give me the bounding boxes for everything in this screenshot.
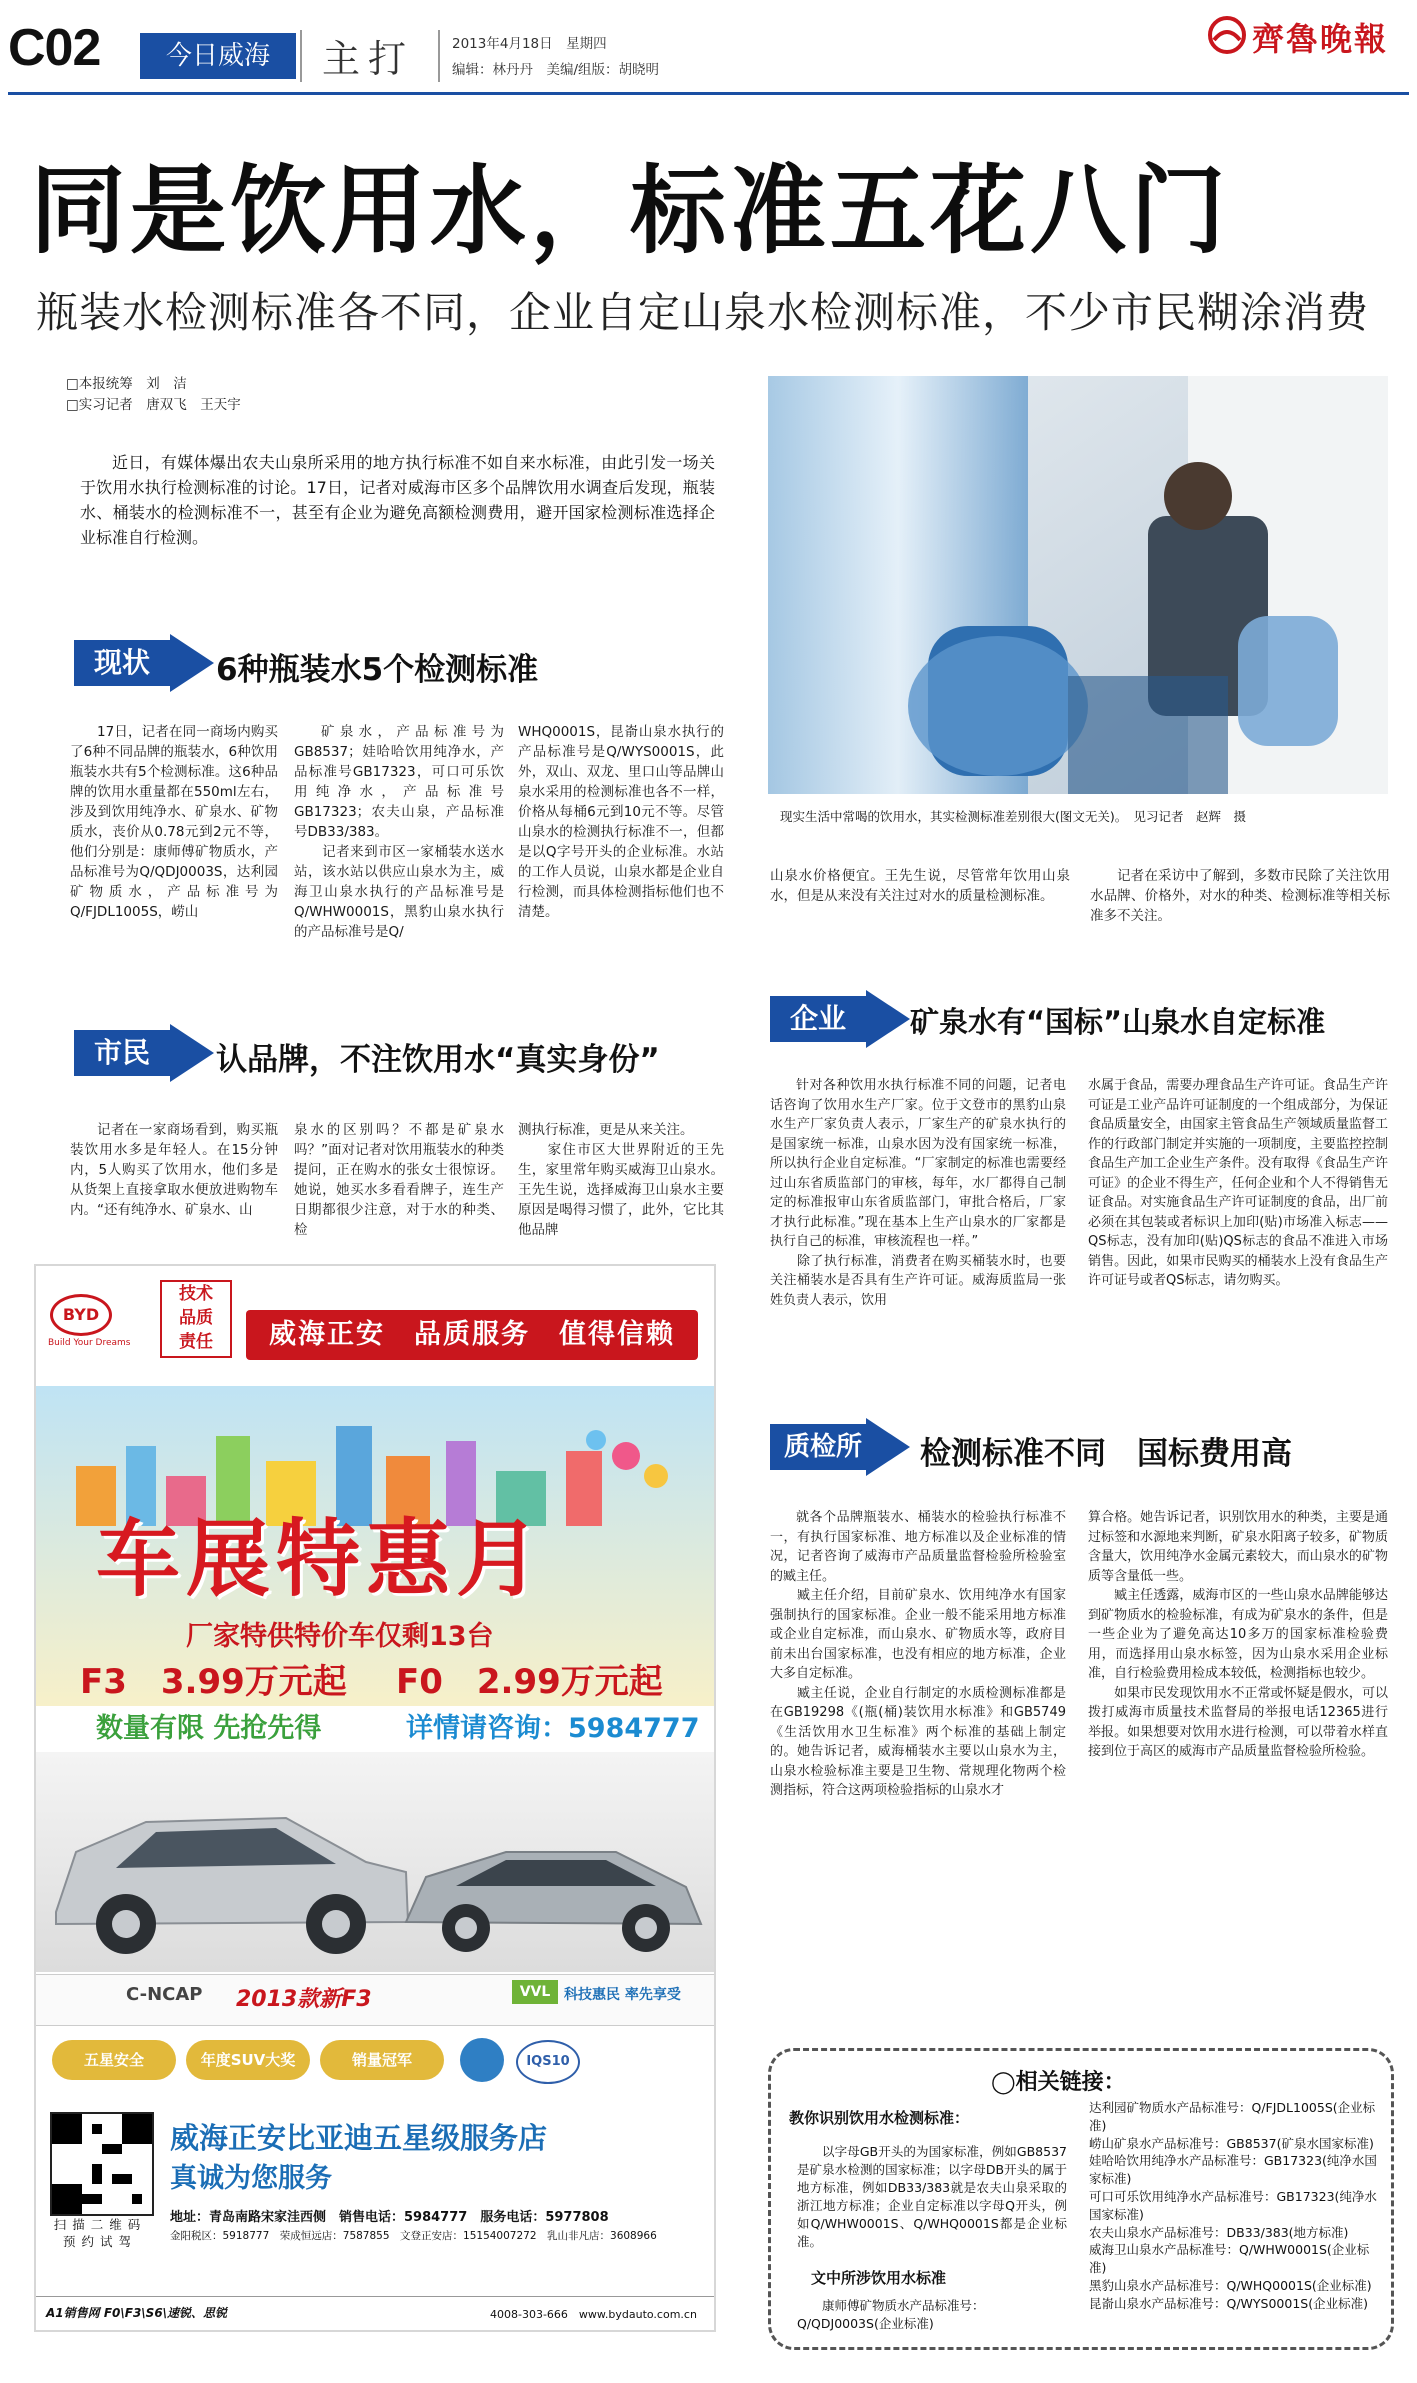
section-title: 矿泉水有“国标”山泉水自定标准 — [910, 1005, 1326, 1039]
section-heading-status — [74, 634, 714, 692]
qr-code-icon[interactable] — [50, 2112, 154, 2216]
s1-column-3: WHQ0001S，昆嵛山泉水执行的产品标准号是Q/WYS0001S，此外，双山、双龙、里口山等品牌山泉水采用的检测标准也各不一样，价格从每桶6元到10元不等。尽管山泉水的检测执行标准不一，但都是以Q字号开头的企业标准。水站的工作人员说，山泉水都是企业自行检测，而具体检测指标他们也不清楚。 — [518, 724, 724, 920]
water-bottles-photo-icon — [768, 376, 1388, 794]
news-photo — [768, 376, 1388, 794]
s2-column-3: 测执行标准，更是从来关注。 家住市区大世界附近的王先生，家里常年购买威海卫山泉水。王先生说，选择威海卫山泉水主要原因是喝得习惯了，此外，它比其他品牌 — [518, 1122, 724, 1238]
byd-logo-icon: BYD — [50, 1294, 112, 1336]
ad-limited: 数量有限 先抢先得 — [96, 1713, 322, 1744]
s2-column-2: 泉水的区别吗？不都是矿泉水吗？”面对记者对饮用瓶装水的种类提问，正在购水的张女士很惊讶。她说，她买水多看看牌子，连生产日期都很少注意，对于水的种类、检 — [294, 1122, 504, 1238]
links-left-text: 以字母GB开头的为国家标准，例如GB8537是矿泉水检测的国家标准；以字母DB开头的属于地方标准，例如DB33/383就是农夫山泉采取的浙江地方标准；企业自定标准以字母Q开头，例如Q/WHW0001S、Q/WHQ0001S都是企业标准。 — [797, 2144, 1067, 2249]
ad-footer-models: A1销售网 F0\F3\S6\速锐、思锐 — [46, 2306, 228, 2320]
ad-hotline: 详情请咨询：5984777 — [406, 1713, 700, 1744]
links-subtitle-1: 教你识别饮用水检测标准： — [789, 2109, 970, 2127]
award-badge-safety: 五星安全 — [52, 2040, 176, 2080]
ad-big-title: 车展特惠月 — [96, 1509, 547, 1608]
dealer-branches: 金阳税区：5918777 荣成恒远店：7587855 文登正安店：15154007272 乳山非凡店：3608966 — [170, 2230, 657, 2242]
dealer-name: 威海正安比亚迪五星级服务店 — [170, 2121, 548, 2155]
motto-stamp: 技术 品质 责任 — [160, 1280, 232, 1358]
section-heading-enterprise — [770, 990, 1390, 1048]
links-subtitle-2: 文中所涉饮用水标准 — [811, 2269, 947, 2287]
links-title: ◯相关链接： — [991, 2070, 1126, 2095]
s3-pre-right: 记者在采访中了解到，多数市民除了关注饮用水品牌、价格外，对水的种类、检测标准等相关标准多不关注。 — [1090, 868, 1390, 924]
section-tag-label: 企业 — [790, 1002, 847, 1035]
section-tag-label: 质检所 — [784, 1432, 863, 1462]
section-title: 检测标准不同 国标费用高 — [920, 1436, 1292, 1472]
byd-tagline: Build Your Dreams — [48, 1338, 131, 1348]
s3-pre-left: 山泉水价格便宜。王先生说，尽管常年饮用山泉水，但是从来没有关注过对水的质量检测标准。 — [770, 868, 1070, 904]
dealer-address: 地址：青岛南路宋家洼西侧 销售电话：5984777 服务电话：5977808 — [170, 2210, 609, 2225]
links-right-text: 达利园矿物质水产品标准号：Q/FJDL1005S(企业标准) 崂山矿泉水产品标准号：GB8537(矿泉水国家标准) 娃哈哈饮用纯净水产品标准号：GB17323(纯净水国家标准) 可口可乐饮用纯净水产品标准号：GB17323(纯净水国家标准) 农夫山泉水产品标准号：DB33/383(地方标准) 威海卫山泉水产品标准号：Q/WHW0001S(企业标准) 黑豹山泉水产品标准号：Q/WHQ0001S(企业标准) 昆嵛山泉水产品标准号：Q/WYS0001S(企业标准) — [1089, 2100, 1377, 2311]
s4-column-1: 就各个品牌瓶装水、桶装水的检验执行标准不一，有执行国家标准、地方标准以及企业标准的情况，记者咨询了威海市产品质量监督检验所检验室的臧主任。 臧主任介绍，目前矿泉水、饮用纯净水有国家强制执行的国家标准。企业一般不能采用地方标准或企业自定标准，而山泉水、矿物质水等，政府目前未出台国家标准，也没有相应的地方标准，企业大多自定标准。 臧主任说，企业自行制定的水质检测标准都是在GB19298《(瓶(桶)装饮用水标准》和GB5749《生活饮用水卫生标准》两个标准的基础上制定的。她告诉记者，威海桶装水主要以山泉水为主，山泉水检验标准主要是卫生物、常规理化物两个检测指标，符合这两项检验指标的山泉水才 — [770, 1510, 1066, 1798]
byline-editor: □本报统筹 刘 洁 — [66, 376, 187, 392]
editor-credits: 编辑：林丹丹 美编/组版：胡晓明 — [452, 62, 660, 78]
section-label: 今日威海 — [140, 33, 296, 79]
logo-text: 齊魯晚報 — [1252, 20, 1389, 58]
qr-label: 扫描二维码预约试驾 — [53, 2217, 147, 2249]
headline: 同是饮用水，标准五花八门 — [30, 155, 1230, 267]
dealer-subtitle: 真诚为您服务 — [170, 2163, 332, 2194]
section-tag-label: 现状 — [94, 646, 151, 679]
header-divider-2 — [438, 30, 440, 82]
ad-slogan: 威海正安 品质服务 值得信赖 — [246, 1310, 698, 1360]
award-badge-sales: 销量冠军 — [320, 2040, 444, 2080]
byline-reporters: □实习记者 唐双飞 王天宇 — [66, 397, 241, 413]
s3-column-2: 水属于食品，需要办理食品生产许可证。食品生产许可证是工业产品许可证制度的一个组成部分，为保证食品质量安全，由国家主管食品生产领域质量监督工作的行政部门制定并实施的一项制度，主要监控控制食品生产加工企业生产条件。没有取得《食品生产许可证》的企业不得生产，任何企业和个人不得销售无证食品。对实施食品生产许可证制度的食品，出厂前必须在其包装或者标识上加印(贴)市场准入标志——QS标志，没有加印(贴)QS标志的食品不准进入市场销售。因此，如果市民购买的桶装水上没有食品生产许可证号或者QS标志，请勿购买。 — [1088, 1078, 1388, 1288]
award-badge-suv: 年度SUV大奖 — [186, 2040, 310, 2080]
s2-column-1: 记者在一家商场看到，购买瓶装饮用水多是年轻人。在15分钟内，5人购买了饮用水，他们多是从货架上直接拿取水便放进购物车内。“还有纯净水、矿泉水、山 — [70, 1122, 278, 1218]
s1-column-1: 17日，记者在同一商场内购买了6种不同品牌的瓶装水，6种饮用瓶装水共有5个检测标准。这6种品牌的饮用水重量都在550ml左右，涉及到饮用纯净水、矿泉水、矿物质水，丧价从0.78元到2元不等，他们分别是：康师傅矿物质水，产品标准号为Q/QDJ0003S，达利园矿物质水，产品标准号为Q/FJDL1005S，崂山 — [70, 724, 278, 920]
subheadline: 瓶装水检测标准各不同，企业自定山泉水检测标准，不少市民糊涂消费 — [36, 288, 1370, 337]
s4-column-2: 算合格。她告诉记者，识别饮用水的种类，主要是通过标签和水源地来判断，矿泉水阳离子较多，矿物质含量大，饮用纯净水金属元素较大，而山泉水的矿物质等含量低一些。 臧主任透露，威海市区的一些山泉水品牌能够达到矿物质水的检验标准，有成为矿泉水的条件，但是一些企业为了避免高达10多万的国家标准检验费用，而选择用山泉水标签，因为山泉水采用企业标准，自行检验费用检成本较低，检测指标也较少。 如果市民发现饮用水不正常或怀疑是假水，可以拨打威海市质量技术监督局的举报电话12365进行举报。如果想要对饮用水进行检测，可以带着水样直接到位于高区的威海市产品质量监督检验所检验。 — [1088, 1510, 1388, 1759]
related-links-box — [768, 2048, 1394, 2350]
ncap-badge: C-NCAP — [126, 1984, 203, 2005]
ad-footer-contact: 4008-303-666 www.bydauto.com.cn — [490, 2308, 697, 2321]
award-seal-icon — [460, 2038, 504, 2082]
s1-column-2: 矿泉水，产品标准号为GB8537；娃哈哈饮用纯净水，产品标准号GB17323，可口可乐饮用纯净水，产品标准号GB17323；农夫山泉，产品标准号DB33/383。 记者来到市区一家桶装水送水站，该水站以供应山泉水为主，威海卫山泉水执行的产品标准号是Q/WHW0001S，黑豹山泉水执行的产品标准号是Q/ — [294, 724, 504, 940]
photo-caption: 现实生活中常喝的饮用水，其实检测标准差别很大(图文无关)。 见习记者 赵辉 摄 — [780, 809, 1247, 824]
lede-paragraph: 近日，有媒体爆出农夫山泉所采用的地方执行标准不如自来水标准，由此引发一场关于饮用水执行检测标准的讨论。17日，记者对威海市区多个品牌饮用水调查后发现，瓶装水、桶装水的检测标准不一，甚至有企业为避免高额检测费用，避开国家检测标准选择企业标准自行检测。 — [80, 453, 715, 547]
section-title: 6种瓶装水5个检测标准 — [216, 652, 539, 688]
links-left-tail: 康师傅矿物质水产品标准号：Q/QDJ0003S(企业标准) — [797, 2298, 985, 2331]
section-heading-citizens — [74, 1024, 714, 1082]
s3-column-1: 针对各种饮用水执行标准不同的问题，记者电话咨询了饮用水生产厂家。位于文登市的黑豹山泉水生产厂家负责人表示，厂家生产的矿泉水执行的是国家统一标准，山泉水因为没有国家统一标准，所以执行企业自定标准。“厂家制定的标准也需要经过山东省质监部门的审核，每年，水厂都得自己制定的标准报审山东省质监部门，审批合格后，厂家才执行此标准。”现在基本上生产山泉水的厂家都是执行自己的标准，审核流程也一样。” 除了执行标准，消费者在购买桶装水时，也要关注桶装水是否具有生产许可证。威海质监局一张姓负责人表示，饮用 — [770, 1078, 1066, 1308]
section-title: 认品牌，不注饮用水“真实身份” — [216, 1042, 660, 1078]
model-year-badge: 2013款新F3 — [236, 1987, 372, 2012]
ad-price-f0: F0 2.99万元起 — [396, 1662, 663, 1702]
iqs-badge: IQS10 — [516, 2040, 580, 2084]
column-name: 主打 — [322, 37, 415, 81]
newspaper-logo — [1208, 14, 1408, 58]
issue-date: 2013年4月18日 星期四 — [452, 36, 607, 52]
ad-offer: 厂家特供特价车仅剩13台 — [186, 1621, 494, 1652]
page-number: C02 — [8, 19, 101, 77]
header-divider — [300, 30, 302, 82]
cars-illustration-icon — [36, 1752, 714, 1972]
byd-advertisement — [34, 1264, 716, 2332]
sun-logo-icon — [1208, 16, 1246, 54]
section-heading-inspection — [770, 1418, 1390, 1476]
header-rule — [8, 92, 1409, 95]
vvl-badge: VVL — [512, 1980, 558, 2004]
section-tag-label: 市民 — [94, 1036, 151, 1069]
vvl-text: 科技惠民 率先享受 — [564, 1987, 681, 2003]
ad-price-f3: F3 3.99万元起 — [80, 1662, 347, 1702]
